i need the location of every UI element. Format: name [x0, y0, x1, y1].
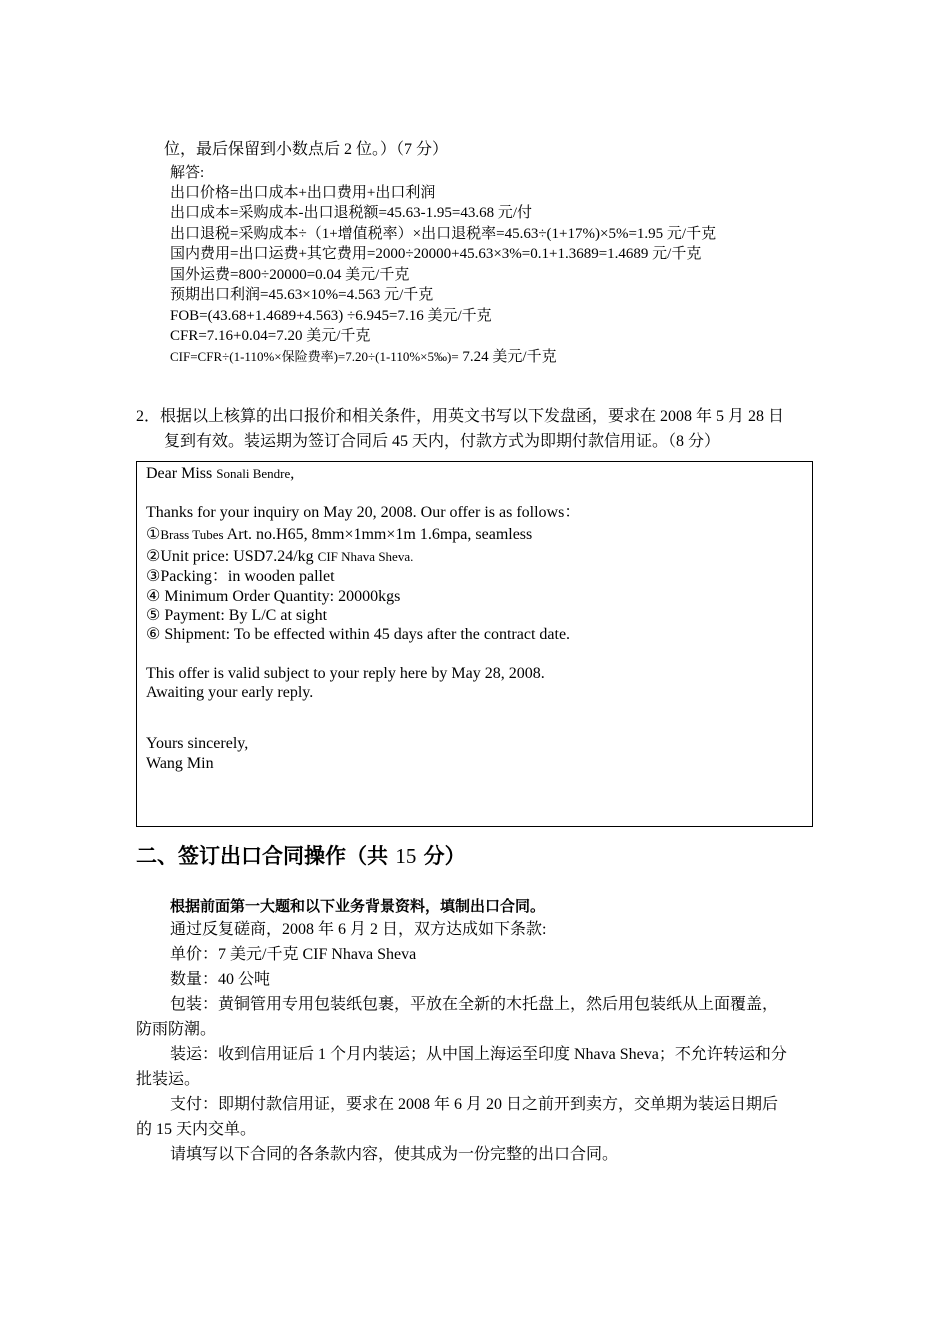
answer-line: 国外运费=800÷20000=0.04 美元/千克	[170, 267, 410, 283]
salutation-prefix: Dear Miss	[146, 465, 217, 482]
question2-line2: 复到有效。装运期为签订合同后 45 天内，付款方式为即期付款信用证。（8 分）	[164, 433, 721, 450]
section2-paragraph: 批装运。	[136, 1071, 201, 1088]
section2-paragraph: 请填写以下合同的各条款内容，使其成为一份完整的出口合同。	[170, 1146, 619, 1163]
section2-title-num: 15	[395, 844, 417, 868]
section2-title-a: 二、签订出口合同操作（共	[136, 844, 396, 868]
question2-line1: 2．根据以上核算的出口报价和相关条件，用英文书写以下发盘函，要求在 2008 年 5 月 28 日	[136, 408, 785, 425]
salutation-name: Sonali Bendre	[216, 466, 291, 481]
question1-tail: 位，最后保留到小数点后 2 位。）（7 分）	[164, 141, 449, 158]
letter-item-2	[146, 547, 413, 567]
letter-intro: Thanks for your inquiry on May 20, 2008. Our offer is as follows：	[146, 504, 581, 521]
letter-signature: Wang Min	[146, 755, 214, 772]
answer-line: 国内费用=出口运费+其它费用=2000÷20000+45.63×3%=0.1+1.3689=1.4689 元/千克	[170, 246, 702, 262]
answer-heading: 解答:	[170, 165, 205, 181]
letter-item-1	[146, 525, 532, 545]
section2-paragraph: 包装：黄铜管用专用包装纸包裹，平放在全新的木托盘上，然后用包装纸从上面覆盖，	[170, 996, 779, 1013]
section2-paragraph: 数量：40 公吨	[170, 971, 271, 988]
item2-price: ②Unit price: USD7.24/kg	[146, 548, 318, 565]
cif-formula: CIF=CFR÷(1-110%×保险费率)=7.20÷(1-110%×5‰)=	[170, 349, 459, 364]
letter-item-5: ⑤ Payment: By L/C at sight	[146, 607, 328, 624]
letter-closing: Yours sincerely,	[146, 735, 249, 752]
answer-line: 出口价格=出口成本+出口费用+出口利润	[170, 185, 436, 201]
letter-awaiting: Awaiting your early reply.	[146, 684, 314, 701]
answer-line: 出口退税=采购成本÷（1+增值税率）×出口退税率=45.63÷(1+17%)×5%=1.95 元/千克	[170, 226, 717, 242]
section2-paragraph: 的 15 天内交单。	[136, 1121, 257, 1138]
section2-title	[136, 842, 466, 870]
item1-mark: ①	[146, 526, 161, 543]
section2-paragraph: 防雨防潮。	[136, 1021, 217, 1038]
item1-product: Brass Tubes	[160, 527, 224, 542]
letter-item-3: ③Packing：in wooden pallet	[146, 568, 335, 585]
answer-line: CFR=7.16+0.04=7.20 美元/千克	[170, 328, 371, 344]
item1-spec: Art. no.H65, 8mm×1mm×1m 1.6mpa, seamless	[223, 526, 533, 543]
item2-terms: CIF Nhava Sheva.	[317, 549, 414, 564]
answer-cif-line	[170, 347, 557, 367]
letter-salutation	[146, 464, 294, 484]
answer-line: 出口成本=采购成本-出口退税额=45.63-1.95=43.68 元/付	[170, 205, 533, 221]
offer-letter-box	[136, 461, 813, 827]
section2-title-b: 分）	[416, 844, 466, 868]
section2-instruction: 根据前面第一大题和以下业务背景资料，填制出口合同。	[170, 897, 546, 915]
section2-paragraph: 装运：收到信用证后 1 个月内装运；从中国上海运至印度 Nhava Sheva；不允许转运和分	[170, 1046, 787, 1063]
section2-paragraph: 单价：7 美元/千克 CIF Nhava Sheva	[170, 946, 417, 963]
section2-paragraph: 支付：即期付款信用证，要求在 2008 年 6 月 20 日之前开到卖方，交单期为装运日期后	[170, 1096, 779, 1113]
letter-item-6: ⑥ Shipment: To be effected within 45 days after the contract date.	[146, 626, 571, 643]
salutation-suffix: ,	[290, 465, 295, 482]
cif-result: 7.24 美元/千克	[458, 349, 557, 365]
answer-line: 预期出口利润=45.63×10%=4.563 元/千克	[170, 287, 434, 303]
letter-item-4: ④ Minimum Order Quantity: 20000kgs	[146, 588, 401, 605]
letter-validity: This offer is valid subject to your reply here by May 28, 2008.	[146, 665, 545, 682]
section2-paragraph: 通过反复磋商，2008 年 6 月 2 日，双方达成如下条款:	[170, 921, 547, 938]
answer-line: FOB=(43.68+1.4689+4.563) ÷6.945=7.16 美元/千克	[170, 308, 492, 324]
